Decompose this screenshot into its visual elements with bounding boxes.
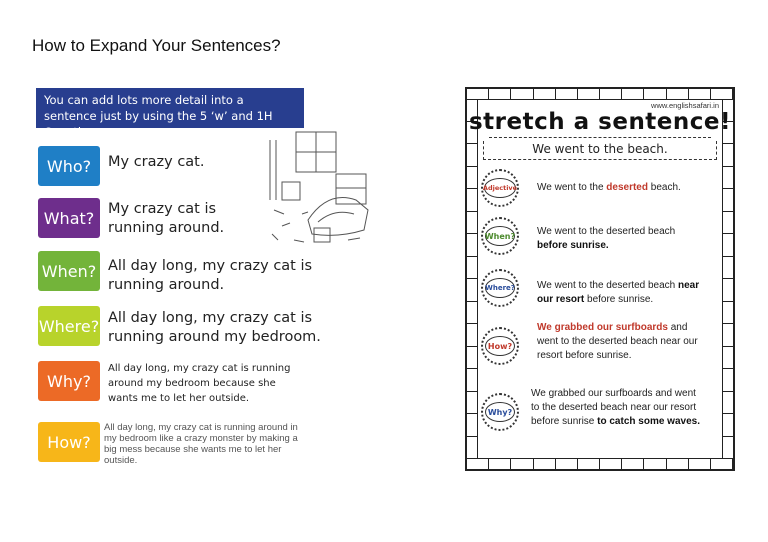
poster-text-segment: We went to the deserted beach [537,226,676,237]
how-label: How? [38,422,100,462]
poster-text-segment: near our resort [537,280,700,305]
where-badge [481,269,519,307]
poster-text-segment: before sunrise. [537,240,609,251]
poster-text-segment: deserted [606,182,648,193]
stretch-a-sentence-poster [465,87,735,471]
poster-text-segment: We grabbed our surfboards [537,322,668,333]
who-label: Who? [38,146,100,186]
poster-border-bottom [467,458,733,469]
poster-text-segment: and went to the deserted beach near our resort before sunrise. [537,322,698,361]
base-sentence: We went to the beach. [483,141,717,160]
why-answer: All day long, my crazy cat is running around my bedroom because she wants me to let her outside. [108,363,291,404]
poster-text-segment: We grabbed our surfboards and went to the deserted beach near our resort before sunrise [531,388,697,427]
who-answer: My crazy cat. [108,154,205,170]
what-answer: My crazy cat is running around. [108,201,225,236]
when-badge-label: When? [485,226,515,246]
where-badge-label: Where? [485,278,515,298]
how-answer: All day long, my crazy cat is running around in my bedroom like a crazy monster by making a big mess because she wants me to let her outside. [104,422,298,466]
poster-text-segment: to catch some waves. [597,416,700,427]
poster-text-segment: We went to the [537,182,607,193]
poster-row-why [531,387,707,429]
how-badge [481,327,519,365]
poster-border-right [722,99,733,459]
poster-row-where [537,279,707,307]
poster-text-segment: before sunrise. [584,294,654,305]
when-label: When? [38,251,100,291]
when-answer: All day long, my crazy cat is running around. [108,258,313,293]
intro-banner: You can add lots more detail into a sentence just by using the 5 ‘w’ and 1H Questions. [36,88,304,128]
poster-border-top [467,89,733,100]
poster-site: www.englishsafari.in [651,101,719,110]
poster-row-adjective [537,181,707,195]
messy-bedroom-illustration [268,130,372,252]
poster-row-when [537,225,707,253]
where-label: Where? [38,306,100,346]
poster-border-left [467,99,478,459]
page-title: How to Expand Your Sentences? [32,36,281,55]
poster-text-segment: We went to the deserted beach [537,280,679,291]
adjective-badge [481,169,519,207]
when-badge [481,217,519,255]
why-label: Why? [38,361,100,401]
where-answer: All day long, my crazy cat is running around my bedroom. [108,310,321,345]
adjective-badge-label: Adjective [484,178,516,198]
how-badge-label: How? [485,336,515,356]
poster-text-segment: beach. [647,182,681,193]
what-label: What? [38,198,100,238]
poster-title: stretch a sentence! [468,109,732,135]
title-divider [489,137,711,138]
why-badge [481,393,519,431]
poster-row-how [537,321,707,363]
why-badge-label: Why? [485,402,515,422]
